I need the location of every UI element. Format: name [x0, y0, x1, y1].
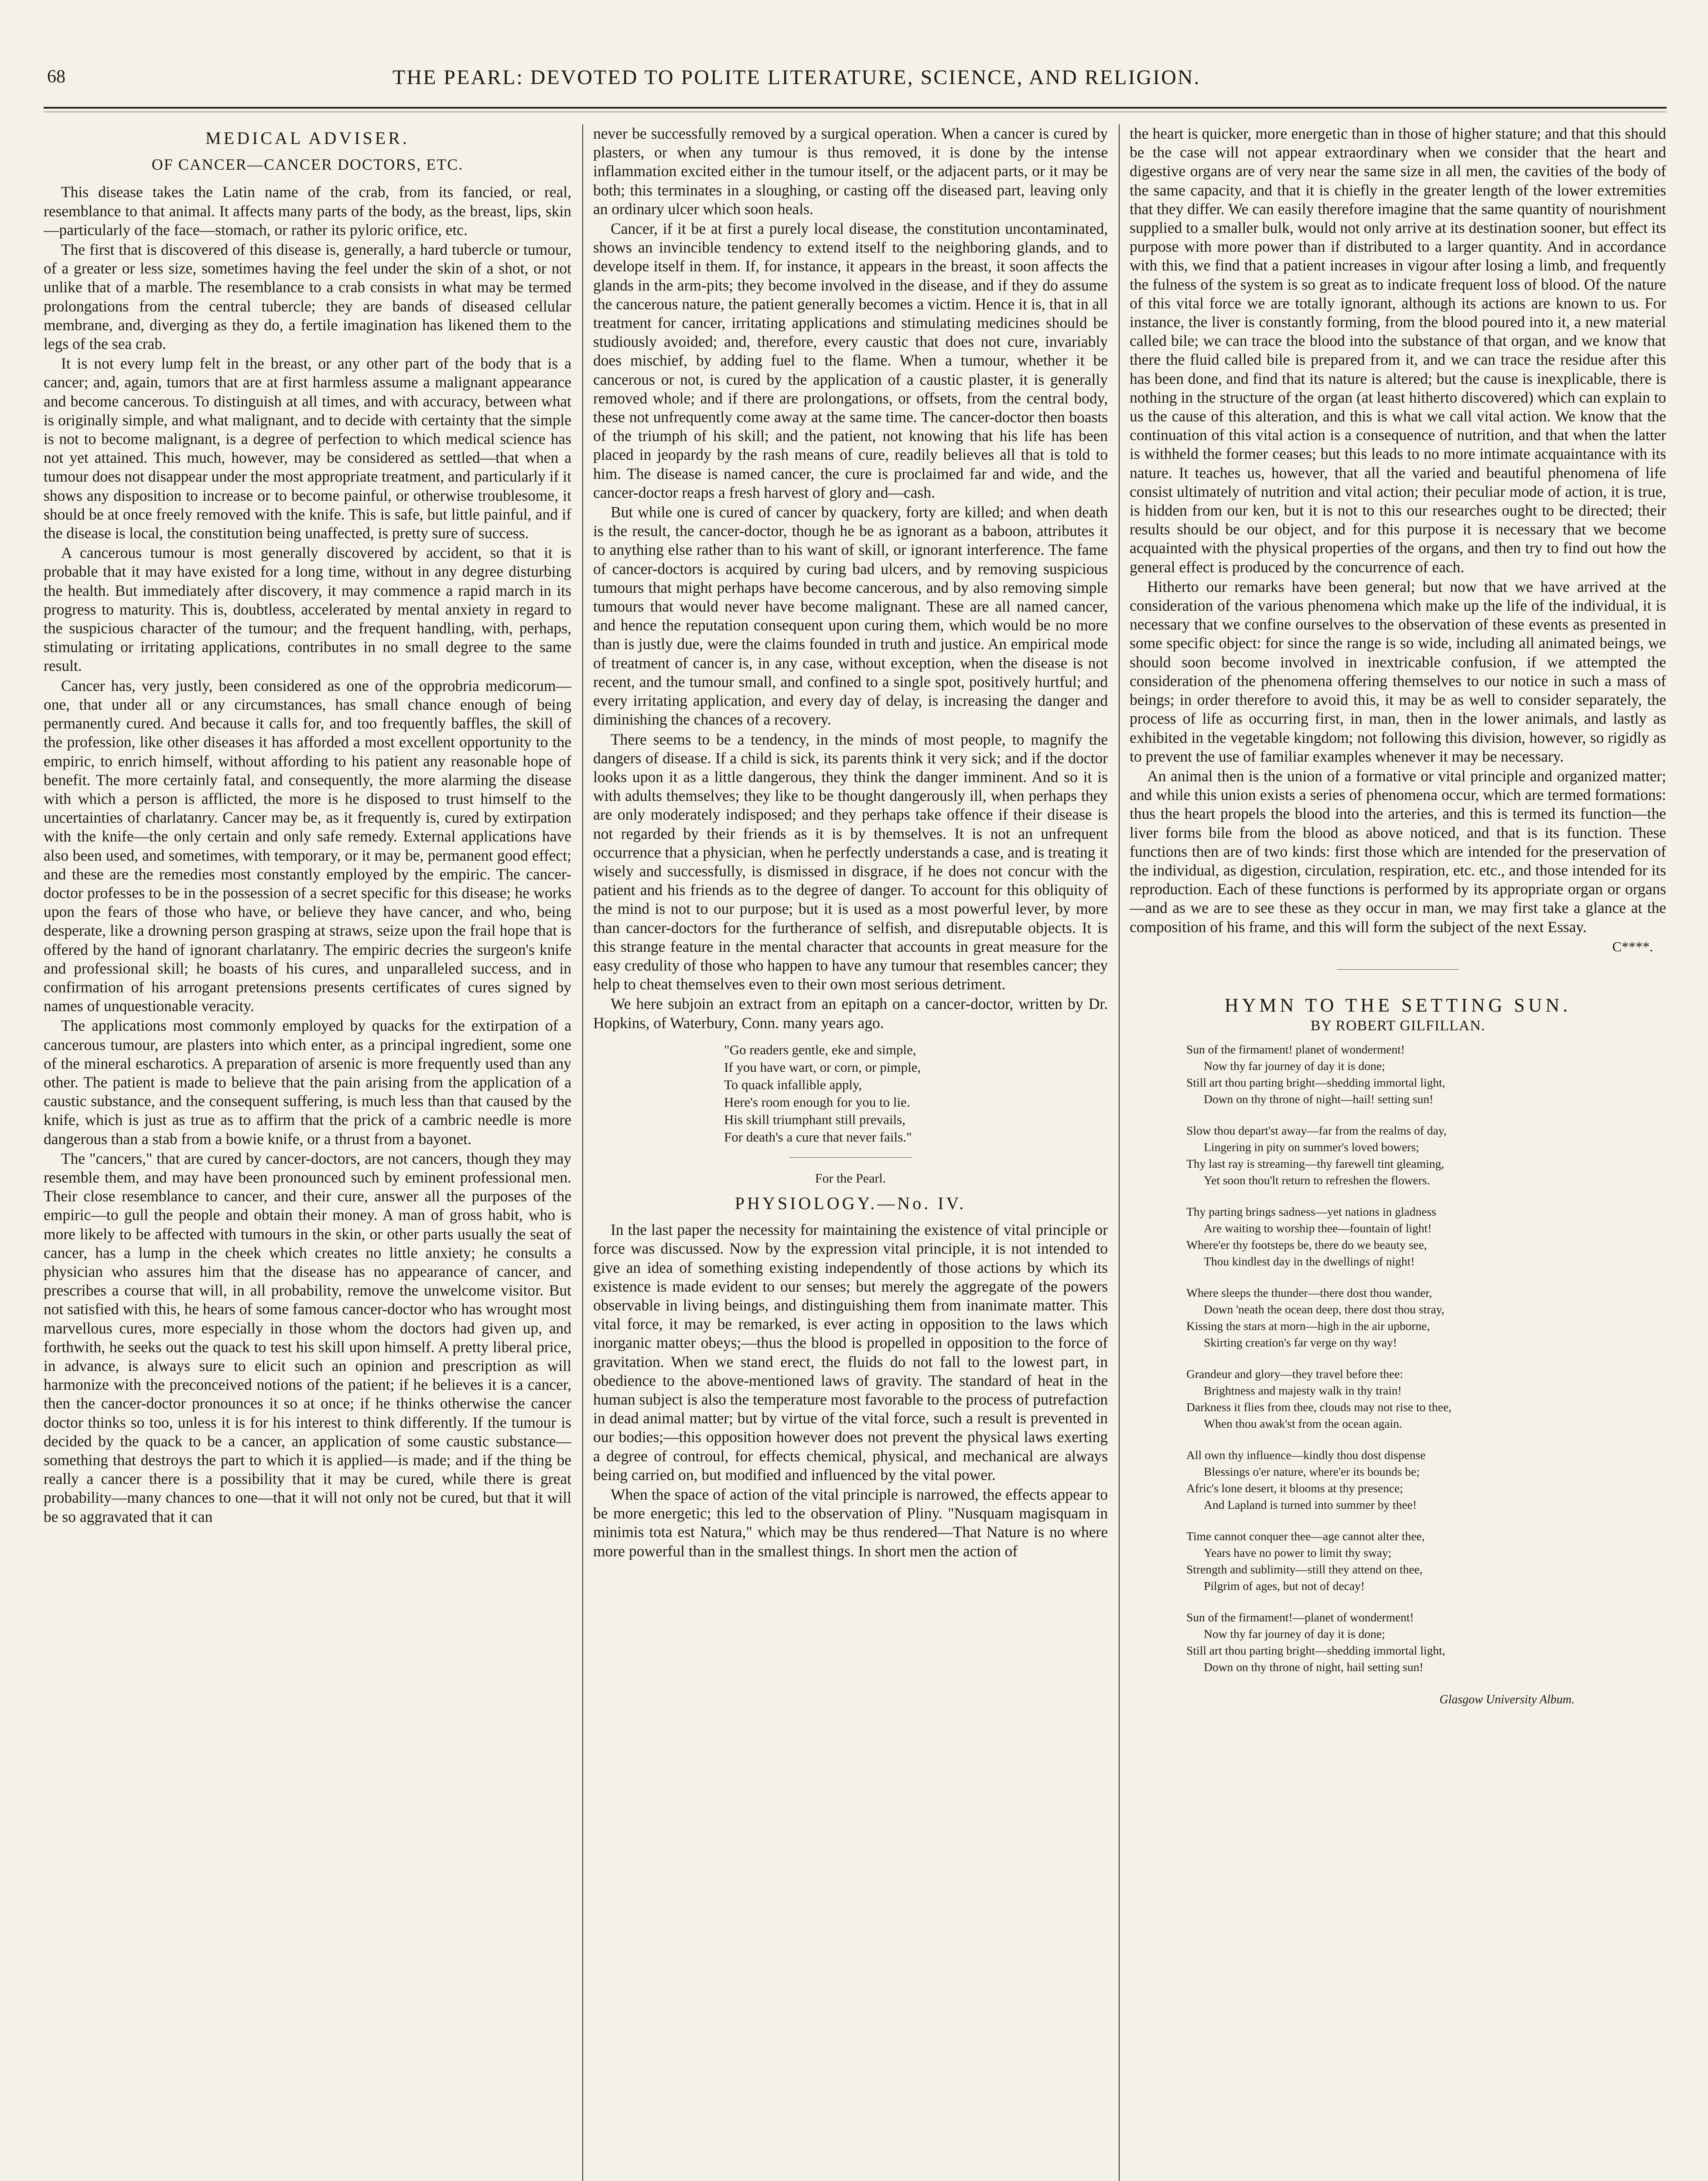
paragraph: the heart is quicker, more energetic than in those of higher stature; and that this should be the case will not appear extraordinary when we consider that the heart and digestive organs are of very near the same size in all men, the cavities of the body of the same capacity, and that it is chiefly in the greater length of the lower extremities that they differ. We can easily therefore imagine that the same quantity of nourishment supplied to a smaller bulk, would not only arrive at its destination sooner, but effect its purpose with more power than if distributed to a larger quantity. And in accordance with this, we find that a patient increases in vigour after losing a limb, and frequently the fulness of the system is so great as to indicate frequent loss of blood. Of the nature of this vital force we are totally ignorant, although its actions are known to us. For instance, the liver is constantly forming, from the blood poured into it, a new material called bile; we can trace the blood into the substance of that organ, and we know that there the fluid called bile is prepared from it, and we can trace the residue after this has been done, and find that its nature is altered; but the cause is inexplicable, there is nothing in the structure of the organ (at least hitherto discovered) which can explain to us the cause of this alteration, and this is what we call vital action. We know that the continuation of this vital action is a consequence of nutrition, and that when the latter is withheld the former ceases; but this leads to no more intimate acquaintance with its nature. It teaches us, however, that all the varied and beautiful phenomena of life consist ultimately of nutrition and vital action; their peculiar mode of action, it is true, is hidden from our ken, but it is not to this our researches ought to be directed; their results should be our object, and for this purpose it is necessary that we become acquainted with the physical properties of the organs, and then try to find out how the general effect is produced by the concurrence of each.	[1130, 125, 1666, 576]
verse-line: Still art thou parting bright—shedding immortal light,	[1186, 1644, 1445, 1658]
verse-line: All own thy influence—kindly thou dost dispense	[1186, 1448, 1426, 1462]
paragraph: A cancerous tumour is most generally discovered by accident, so that it is probable that it may have existed for a long time, without in any degree disturbing the health. But immediately after discovery, it may commence a rapid march in its progress to maturity. This is, doubtless, accelerated by mental anxiety in regard to the suspicious character of the tumour; and the frequent handling, with, perhaps, stimulating or irritating applications, contributes in no small degree to the same result.	[44, 544, 571, 675]
paragraph: Hitherto our remarks have been general; but now that we have arrived at the consideration of the various phenomena which make up the life of the individual, it is necessary that we confine ourselves to the observation of these events as presented in some specific object: for since the range is so wide, including all animated beings, we should soon become involved in inextricable confusion, if we attempted the consideration of the phenomena offering themselves to our notice in such a mass of beings; in order therefore to avoid this, it may be as well to consider separately, the process of life as occurring first, in man, then in the lower animals, and lastly as exhibited in the vegetable kingdom; not following this division, however, so rigidly as to prevent the use of familiar examples whenever it may be necessary.	[1130, 578, 1666, 765]
verse-line: Thou kindlest day in the dwellings of night!	[1204, 1255, 1415, 1268]
poem-body	[1130, 1041, 1666, 1675]
paragraph: In the last paper the necessity for maintaining the existence of vital principle or force was discussed. Now by the expression vital principle, it is not intended to give an idea of something existing independently of those actions by which its existence is made evident to our senses; but merely the aggregate of the powers observable in living beings, and distinguishing them from inanimate matter. This vital force, it may be remarked, is ever acting in opposition to the laws which inorganic matter obeys;—thus the blood is propelled in opposition to the force of gravitation. When we stand erect, the fluids do not fall to the lowest part, in obedience to the above-mentioned laws of gravity. The standard of heat in the human subject is also the temperature most favorable to the process of putrefaction in dead animal matter; but by virtue of the vital force, such a result is prevented in our bodies;—this opposition however does not prevent the physical laws exerting a degree of controul, for effects chemical, physical, and mechanical are always being carried on, but modified and influenced by the vital power.	[593, 1221, 1108, 1484]
verse-line: Sun of the firmament!—planet of wonderment!	[1186, 1610, 1414, 1624]
paragraph: It is not every lump felt in the breast, or any other part of the body that is a cancer; and, again, tumors that are at first harmless assume a malignant appearance and become cancerous. To distinguish at all times, and with accuracy, between what is originally simple, and what malignant, and to decide with certainty that the simple is not to become malignant, is a degree of perfection to which medical science has not yet attained. This much, however, may be considered as settled—that when a tumour does not disappear under the most appropriate treatment, and particularly if it shows any disposition to increase or to become painful, or otherwise troublesome, it should be at once freely removed with the knife. This is safe, but little painful, and if the disease is local, the constitution being unaffected, is pretty sure of success.	[44, 355, 571, 542]
verse-line: When thou awak'st from the ocean again.	[1204, 1417, 1402, 1431]
paragraph: The "cancers," that are cured by cancer-doctors, are not cancers, though they may resemble them, and may have been pronounced such by eminent professional men. Their close resemblance to cancer, and their cure, answer all the purposes of the empiric—to gull the people and obtain their money. A man of gross habit, who is more likely to be affected with tumours in the skin, or other parts usually the seat of cancer, has a lump in the cheek which creates no little anxiety; he consults a physician who assures him that the disease has no appearance of cancer, and prescribes a course that will, in all probability, remove the unwelcome visitor. But not satisfied with this, he hears of some famous cancer-doctor who has wrought most marvellous cures, more especially in those whom the doctors had given up, and forthwith, he seeks out the quack to test his skill upon himself. A pretty liberal price, in advance, is always sure to elicit such an opinion and prescription as will harmonize with the preconceived notions of the patient; if he believes it is a cancer, then the cancer-doctor pronounces it so at once; if he thinks otherwise the cancer doctor thinks so too, unless it is for his interest to think differently. If the tumour is decided by the quack to be a cancer, an application of some caustic substance—something that destroys the part to which it is applied—is made; and if the thing be really a cancer there is a possibility that it may be cured, while there is great probability—many chances to one—that it will not only not be cured, but that it will be so aggravated that it can	[44, 1149, 571, 1525]
column-1	[44, 124, 571, 2181]
poem-stanza	[1186, 1285, 1666, 1351]
paragraph: This disease takes the Latin name of the crab, from its fancied, or real, resemblance to that animal. It affects many parts of the body, as the breast, lips, skin—particularly of the face—stomach, or rather its pyloric orifice, etc.	[44, 183, 571, 239]
divider	[789, 1157, 912, 1158]
masthead: THE PEARL: DEVOTED TO POLITE LITERATURE, SCIENCE, AND RELIGION.	[393, 66, 1201, 89]
column-2	[593, 124, 1108, 2181]
verse-line: Thy last ray is streaming—thy farewell tint gleaming,	[1186, 1157, 1445, 1171]
verse-line: Are waiting to worship thee—fountain of light!	[1204, 1221, 1432, 1235]
verse-line: If you have wart, or corn, or pimple,	[724, 1059, 921, 1075]
poem-title: HYMN TO THE SETTING SUN.	[1224, 994, 1571, 1016]
verse-line: Still art thou parting bright—shedding immortal light,	[1186, 1076, 1445, 1090]
column-rule	[1119, 124, 1120, 2181]
verse-line: Down 'neath the ocean deep, there dost thou stray,	[1204, 1302, 1445, 1316]
paragraph: An animal then is the union of a formative or vital principle and organized matter; and while this union exists a series of phenomena occur, which are termed formations: thus the heart propels the blood into the arteries, and this is termed its function—the liver forms bile from the blood as above noticed, and that is its function. These functions then are of two kinds: first those which are intended for the preservation of the individual, as digestion, circulation, respiration, etc. etc., and those intended for its reproduction. Each of these functions is performed by its appropriate organ or organs—and as we are to see these as they occur in man, we may first take a glance at the composition of his frame, and this will form the subject of the next Essay.	[1130, 767, 1666, 936]
verse-line: Darkness it flies from thee, clouds may not rise to thee,	[1186, 1400, 1452, 1414]
verse-line: Kissing the stars at morn—high in the air upborne,	[1186, 1319, 1430, 1333]
verse-line: Pilgrim of ages, but not of decay!	[1204, 1579, 1365, 1593]
poem-stanza	[1186, 1203, 1666, 1270]
verse-line: Afric's lone desert, it blooms at thy presence;	[1186, 1481, 1403, 1495]
verse-line: Time cannot conquer thee—age cannot alter thee,	[1186, 1529, 1425, 1543]
verse-line: Where sleeps the thunder—there dost thou wander,	[1186, 1286, 1432, 1300]
verse-line: Here's room enough for you to lie.	[724, 1094, 910, 1110]
verse-line: His skill triumphant still prevails,	[724, 1111, 905, 1127]
poem-byline: BY ROBERT GILFILLAN.	[1310, 1018, 1486, 1034]
verse-line: And Lapland is turned into summer by thee!	[1204, 1498, 1417, 1512]
paragraph: When the space of action of the vital principle is narrowed, the effects appear to be more energetic; this led to the observation of Pliny. "Nusquam magisquam in minimis tota est Natura," which may be thus rendered—That Nature is no where more powerful than in the smallest things. In short men the action of	[593, 1486, 1108, 1560]
poem-source: Glasgow University Album.	[1439, 1693, 1575, 1707]
poem-stanza	[1186, 1528, 1666, 1594]
verse-line: Now thy far journey of day it is done;	[1204, 1627, 1385, 1641]
poem-stanza	[1186, 1041, 1666, 1108]
verse-line: To quack infallible apply,	[724, 1077, 862, 1092]
paragraph: We here subjoin an extract from an epitaph on a cancer-doctor, written by Dr. Hopkins, of Waterbury, Conn. many years ago.	[593, 995, 1108, 1032]
verse-line: Years have no power to limit thy sway;	[1204, 1546, 1392, 1560]
verse-line: Lingering in pity on summer's loved bowers;	[1204, 1140, 1419, 1154]
paragraph: Cancer has, very justly, been considered as one of the opprobria medicorum—one, that under all or any circumstances, has small chance enough of being permanently cured. And because it calls for, and too frequently baffles, the skill of the profession, like other diseases it has afforded a most excellent opportunity to the empiric, to enrich himself, without affording to his patient any reasonable hope of benefit. The more certainly fatal, and consequently, the more alarming the disease with which a person is afflicted, the more is he disposed to trust himself to the uncertainties of charlatanry. Cancer may be, as it frequently is, cured by extirpation with the knife—the only certain and only safe remedy. External applications have also been used, and sometimes, with temporary, or it may be, permanent good effect; and these are the remedies most constantly employed by the empiric. The cancer-doctor professes to be in the possession of a secret specific for this disease; he works upon the fears of those who have, or believe they have cancer, and who, being desperate, like a drowning person grasping at straws, seize upon the frail hope that is offered by the hand of ignorant charlatanry. The empiric decries the surgeon's knife and professional skill; he boasts of his cures, and unparalleled success, and in confirmation of his arrogant pretensions presents certificates of cures signed by names of unquestionable veracity.	[44, 677, 571, 1015]
section-title: MEDICAL ADVISER.	[205, 128, 410, 148]
verse-line: Strength and sublimity—still they attend on thee,	[1186, 1562, 1423, 1576]
verse-line: Slow thou depart'st away—far from the realms of day,	[1186, 1124, 1447, 1138]
article-title: OF CANCER—CANCER DOCTORS, ETC.	[151, 156, 464, 174]
article-title: PHYSIOLOGY.—No. IV.	[734, 1193, 967, 1213]
masthead-rule	[44, 107, 1667, 109]
verse-line: "Go readers gentle, eke and simple,	[724, 1042, 916, 1057]
verse-line: Sun of the firmament! planet of wonderment!	[1186, 1043, 1405, 1056]
verse-line: Brightness and majesty walk in thy train!	[1204, 1384, 1402, 1398]
verse-line: Skirting creation's far verge on thy way!	[1204, 1336, 1397, 1350]
divider	[1337, 969, 1459, 970]
paragraph: The first that is discovered of this disease is, generally, a hard tubercle or tumour, of a greater or less size, sometimes having the feel under the skin of a shot, or not unlike that of a marble. The resemblance to a crab consists in what may be termed prolongations from the central tubercle; they are bands of diseased cellular membrane, and, diverging as they do, a fertile imagination has likened them to the legs of the sea crab.	[44, 241, 571, 353]
epitaph-verse	[724, 1041, 1108, 1146]
poem-stanza	[1186, 1447, 1666, 1513]
poem-stanza	[1186, 1122, 1666, 1189]
verse-line: Blessings o'er nature, where'er its bounds be;	[1204, 1465, 1420, 1479]
verse-line: Grandeur and glory—they travel before thee:	[1186, 1367, 1404, 1381]
paragraph: There seems to be a tendency, in the minds of most people, to magnify the dangers of disease. If a child is sick, its parents think it very sick; and if the doctor looks upon it as a little dangerous, they think the danger imminent. And so it is with adults themselves; they like to be thought dangerously ill, when perhaps they are only moderately indisposed; and they perhaps take offence if their disease is not regarded by their friends as it is by themselves. It is not an unfrequent occurrence that a physician, when he perfectly understands a case, and is treating it wisely and successfully, is dismissed in disgrace, if he does not concur with the patient and his friends as to the degree of danger. To account for this obliquity of the mind is not to our purpose; but it is used as a most powerful lever, by more than cancer-doctors for the furtherance of selfish, and disreputable objects. It is this strange feature in the mental character that accounts in great measure for the easy credulity of those who happen to have any tumour that resembles cancer; they help to cheat themselves even to their own most serious detriment.	[593, 730, 1108, 993]
poem-stanza	[1186, 1366, 1666, 1432]
page-number: 68	[47, 67, 65, 87]
verse-line: Down on thy throne of night, hail setting sun!	[1204, 1660, 1424, 1674]
verse-line: Now thy far journey of day it is done;	[1204, 1059, 1385, 1073]
verse-line: Down on thy throne of night—hail! setting sun!	[1204, 1092, 1434, 1106]
paragraph: The applications most commonly employed by quacks for the extirpation of a cancerous tumour, are plasters into which enter, as a principal ingredient, some one of the mineral escharotics. A preparation of arsenic is more frequently used than any other. The patient is made to believe that the pain arising from the application of a caustic substance, and the consequent suffering, is much less than that caused by the knife, which is just as true as to affirm that the prick of a cambric needle is more dangerous than a stab from a bowie knife, or a thrust from a bayonet.	[44, 1017, 571, 1148]
paragraph: Cancer, if it be at first a purely local disease, the constitution uncontaminated, shows an invincible tendency to extend itself to the neighboring glands, and to develope itself in them. If, for instance, it appears in the breast, it soon affects the glands in the arm-pits; they become involved in the disease, and if they do assume the cancerous nature, the patient generally becomes a victim. Hence it is, that in all treatment for cancer, irritating applications and stimulating medicines should be studiously avoided; and, therefore, every caustic that does not cure, invariably does mischief, by adding fuel to the flame. When a tumour, whether it be cancerous or not, is cured by the application of a caustic plaster, it is generally removed whole; and if there are prolongations, or offsets, from the central body, these not unfrequently come away at the same time. The cancer-doctor then boasts of the triumph of his skill; and the patient, not knowing that his life has been placed in jeopardy by the rash means of cure, readily believes all that is told to him. The disease is named cancer, the cure is proclaimed far and wide, and the cancer-doctor reaps a fresh harvest of glory and—cash.	[593, 220, 1108, 501]
article-credit: For the Pearl.	[815, 1171, 886, 1186]
signoff: C****.	[1612, 938, 1653, 954]
poem-stanza	[1186, 1609, 1666, 1675]
verse-line: Yet soon thou'lt return to refreshen the flowers.	[1204, 1173, 1430, 1187]
column-rule	[582, 124, 583, 2181]
verse-line: Thy parting brings sadness—yet nations in gladness	[1186, 1205, 1436, 1219]
paragraph: But while one is cured of cancer by quackery, forty are killed; and when death is the result, the cancer-doctor, though he be as ignorant as a baboon, attributes it to anything else rather than to his want of skill, or ignorant interference. The fame of cancer-doctors is acquired by curing bad ulcers, and by removing suspicious tumours that might perhaps have become cancerous, and by also removing simple tumours that would never have become malignant. These are all named cancer, and hence the reputation consequent upon curing them, which would be no more than is justly due, were the claims founded in truth and justice. An empirical mode of treatment of cancer is, in any case, without exception, when the disease is not recent, and the tumour small, and confined to a single spot, positively hurtful; and every irritating application, and every day of delay, is increasing the danger and diminishing the chances of a recovery.	[593, 503, 1108, 728]
paragraph: never be successfully removed by a surgical operation. When a cancer is cured by plasters, or when any tumour is thus removed, it is done by the intense inflammation excited either in the tumour itself, or the adjacent parts, or it may be both; this terminates in a sloughing, or casting off the diseased part, leaving only an ordinary ulcer which soon heals.	[593, 125, 1108, 218]
verse-line: Where'er thy footsteps be, there do we beauty see,	[1186, 1238, 1427, 1252]
column-3	[1130, 124, 1666, 2181]
verse-line: For death's a cure that never fails."	[724, 1129, 912, 1145]
